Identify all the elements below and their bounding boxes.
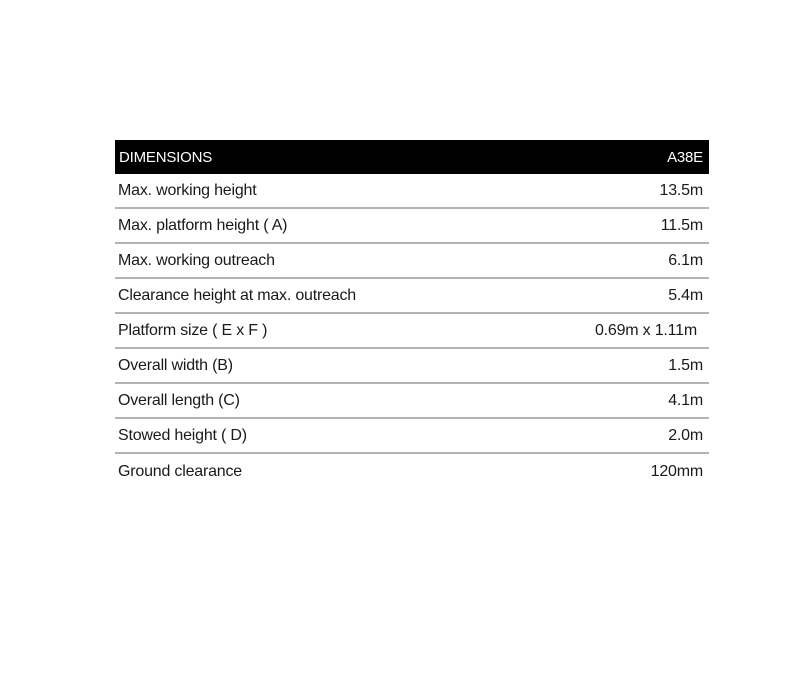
row-value: 6.1m xyxy=(668,251,703,269)
row-value: 5.4m xyxy=(668,286,703,304)
table-row xyxy=(115,244,709,279)
row-label: Max. working outreach xyxy=(118,251,275,269)
row-value: 1.5m xyxy=(668,356,703,374)
row-label: Overall length (C) xyxy=(118,391,240,409)
table-row xyxy=(115,279,709,314)
row-label: Clearance height at max. outreach xyxy=(118,286,356,304)
table-row xyxy=(115,384,709,419)
row-value: 0.69m x 1.11m xyxy=(594,321,697,339)
row-value: 120mm xyxy=(650,462,703,480)
row-label: Overall width (B) xyxy=(118,356,233,374)
dimensions-table xyxy=(115,140,709,489)
row-label: Ground clearance xyxy=(118,462,242,480)
header-label: DIMENSIONS xyxy=(119,148,213,166)
table-row xyxy=(115,349,709,384)
row-label: Max. working height xyxy=(118,181,257,199)
header-model: A38E xyxy=(667,148,703,166)
row-label: Platform size ( E x F ) xyxy=(118,321,268,339)
table-row xyxy=(115,174,709,209)
table-row xyxy=(115,454,709,489)
row-label: Max. platform height ( A) xyxy=(118,216,288,234)
table-header xyxy=(115,140,709,174)
row-value: 11.5m xyxy=(660,216,703,234)
row-value: 4.1m xyxy=(668,391,703,409)
row-label: Stowed height ( D) xyxy=(118,426,247,444)
row-value: 2.0m xyxy=(668,426,703,444)
row-value: 13.5m xyxy=(659,181,703,199)
table-row xyxy=(115,314,709,349)
table-row xyxy=(115,419,709,454)
table-row xyxy=(115,209,709,244)
